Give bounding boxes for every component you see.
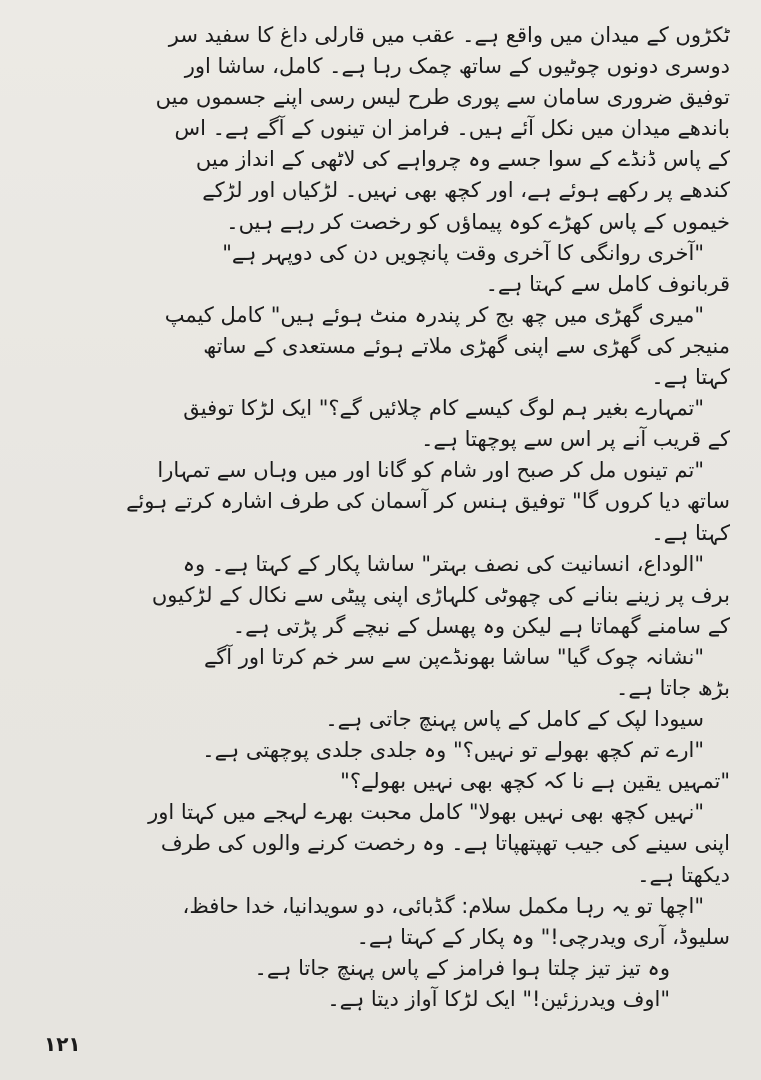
text-line-13: "تمہارے بغیر ہم لوگ کیسے کام چلائیں گے؟" ایک لڑکا توفیق [183, 396, 704, 421]
text-line-28: دیکھتا ہے۔ [637, 862, 730, 887]
text-line-9: قربانوف کامل سے کہتا ہے۔ [485, 271, 730, 296]
text-line-27: اپنی سینے کی جیب تھپتھپاتا ہے۔ وہ رخصت کرنے والوں کی طرف [160, 831, 730, 856]
text-line-31: وہ تیز تیز چلتا ہوا فرامز کے پاس پہنچ جاتا ہے۔ [254, 955, 670, 980]
text-line-22: بڑھ جاتا ہے۔ [616, 675, 730, 700]
text-line-7: خیموں کے پاس کھڑے کوہ پیماؤں کو رخصت کر رہے ہیں۔ [226, 209, 730, 234]
text-line-32: "اوف ویدرزئین!" ایک لڑکا آواز دیتا ہے۔ [327, 986, 670, 1011]
text-line-16: ساتھ دیا کروں گا" توفیق ہنس کر آسمان کی طرف اشارہ کرتے ہوئے [126, 489, 730, 514]
body-text [40, 20, 730, 1015]
text-line-8: "آخری روانگی کا آخری وقت پانچویں دن کی دوپہر ہے" [222, 240, 704, 265]
text-line-24: "ارے تم کچھ بھولے تو نہیں؟" وہ جلدی جلدی پوچھتی ہے۔ [202, 738, 704, 763]
text-line-5: کے پاس ڈنڈے کے سوا جسے وہ چرواہے کی لاٹھی کے انداز میں [195, 147, 730, 172]
text-line-25: "تمہیں یقین ہے نا کہ کچھ بھی نہیں بھولے؟" [340, 769, 730, 794]
text-line-10: "میری گھڑی میں چھ بج کر پندرہ منٹ ہوئے ہیں" کامل کیمپ [164, 302, 704, 327]
text-line-17: کہتا ہے۔ [651, 520, 730, 545]
text-line-4: باندھے میدان میں نکل آئے ہیں۔ فرامز ان تینوں کے آگے ہے۔ اس [174, 116, 730, 141]
page-number: ۱۲۱ [44, 1032, 81, 1056]
text-line-21: "نشانہ چوک گیا" ساشا بھونڈےپن سے سر خم کرتا اور آگے [203, 644, 704, 669]
text-line-26: "نہیں کچھ بھی نہیں بھولا" کامل محبت بھرے لہجے میں کہتا اور [148, 800, 704, 825]
text-line-30: سلیوڈ، آری ویدرچی!" وہ پکار کے کہتا ہے۔ [356, 924, 730, 949]
text-line-2: دوسری دونوں چوٹیوں کے ساتھ چمک رہا ہے۔ کامل، ساشا اور [184, 54, 730, 79]
text-line-11: منیجر کی گھڑی سے اپنی گھڑی ملاتے ہوئے مستعدی کے ساتھ [203, 333, 730, 358]
text-line-12: کہتا ہے۔ [651, 365, 730, 390]
text-line-3: توفیق ضروری سامان سے پوری طرح لیس رسی اپنے جسموں میں [155, 85, 730, 110]
text-line-18: "الوداع، انسانیت کی نصف بہتر" ساشا پکار کے کہتا ہے۔ وہ [182, 551, 704, 576]
text-line-23: سیودا لپک کے کامل کے پاس پہنچ جاتی ہے۔ [325, 707, 704, 732]
text-line-1: ٹکڑوں کے میدان میں واقع ہے۔ عقب میں قارلی داغ کا سفید سر [168, 23, 730, 47]
text-line-20: کے سامنے گھماتا ہے لیکن وہ پھسل کے نیچے گر پڑتی ہے۔ [232, 613, 730, 638]
text-line-15: "تم تینوں مل کر صبح اور شام کو گانا اور میں وہاں سے تمہارا [157, 458, 704, 483]
text-line-19: برف پر زینے بنانے کی چھوٹی کلہاڑی اپنی پیٹی سے نکال کے لڑکیوں [151, 582, 730, 607]
text-line-14: کے قریب آنے پر اس سے پوچھتا ہے۔ [421, 427, 730, 452]
text-line-29: "اچھا تو یہ رہا مکمل سلام: گڈبائی، دو سویدانیا، خدا حافظ، [182, 893, 704, 918]
text-line-6: کندھے پر رکھے ہوئے ہے، اور کچھ بھی نہیں۔ لڑکیاں اور لڑکے [202, 178, 730, 203]
